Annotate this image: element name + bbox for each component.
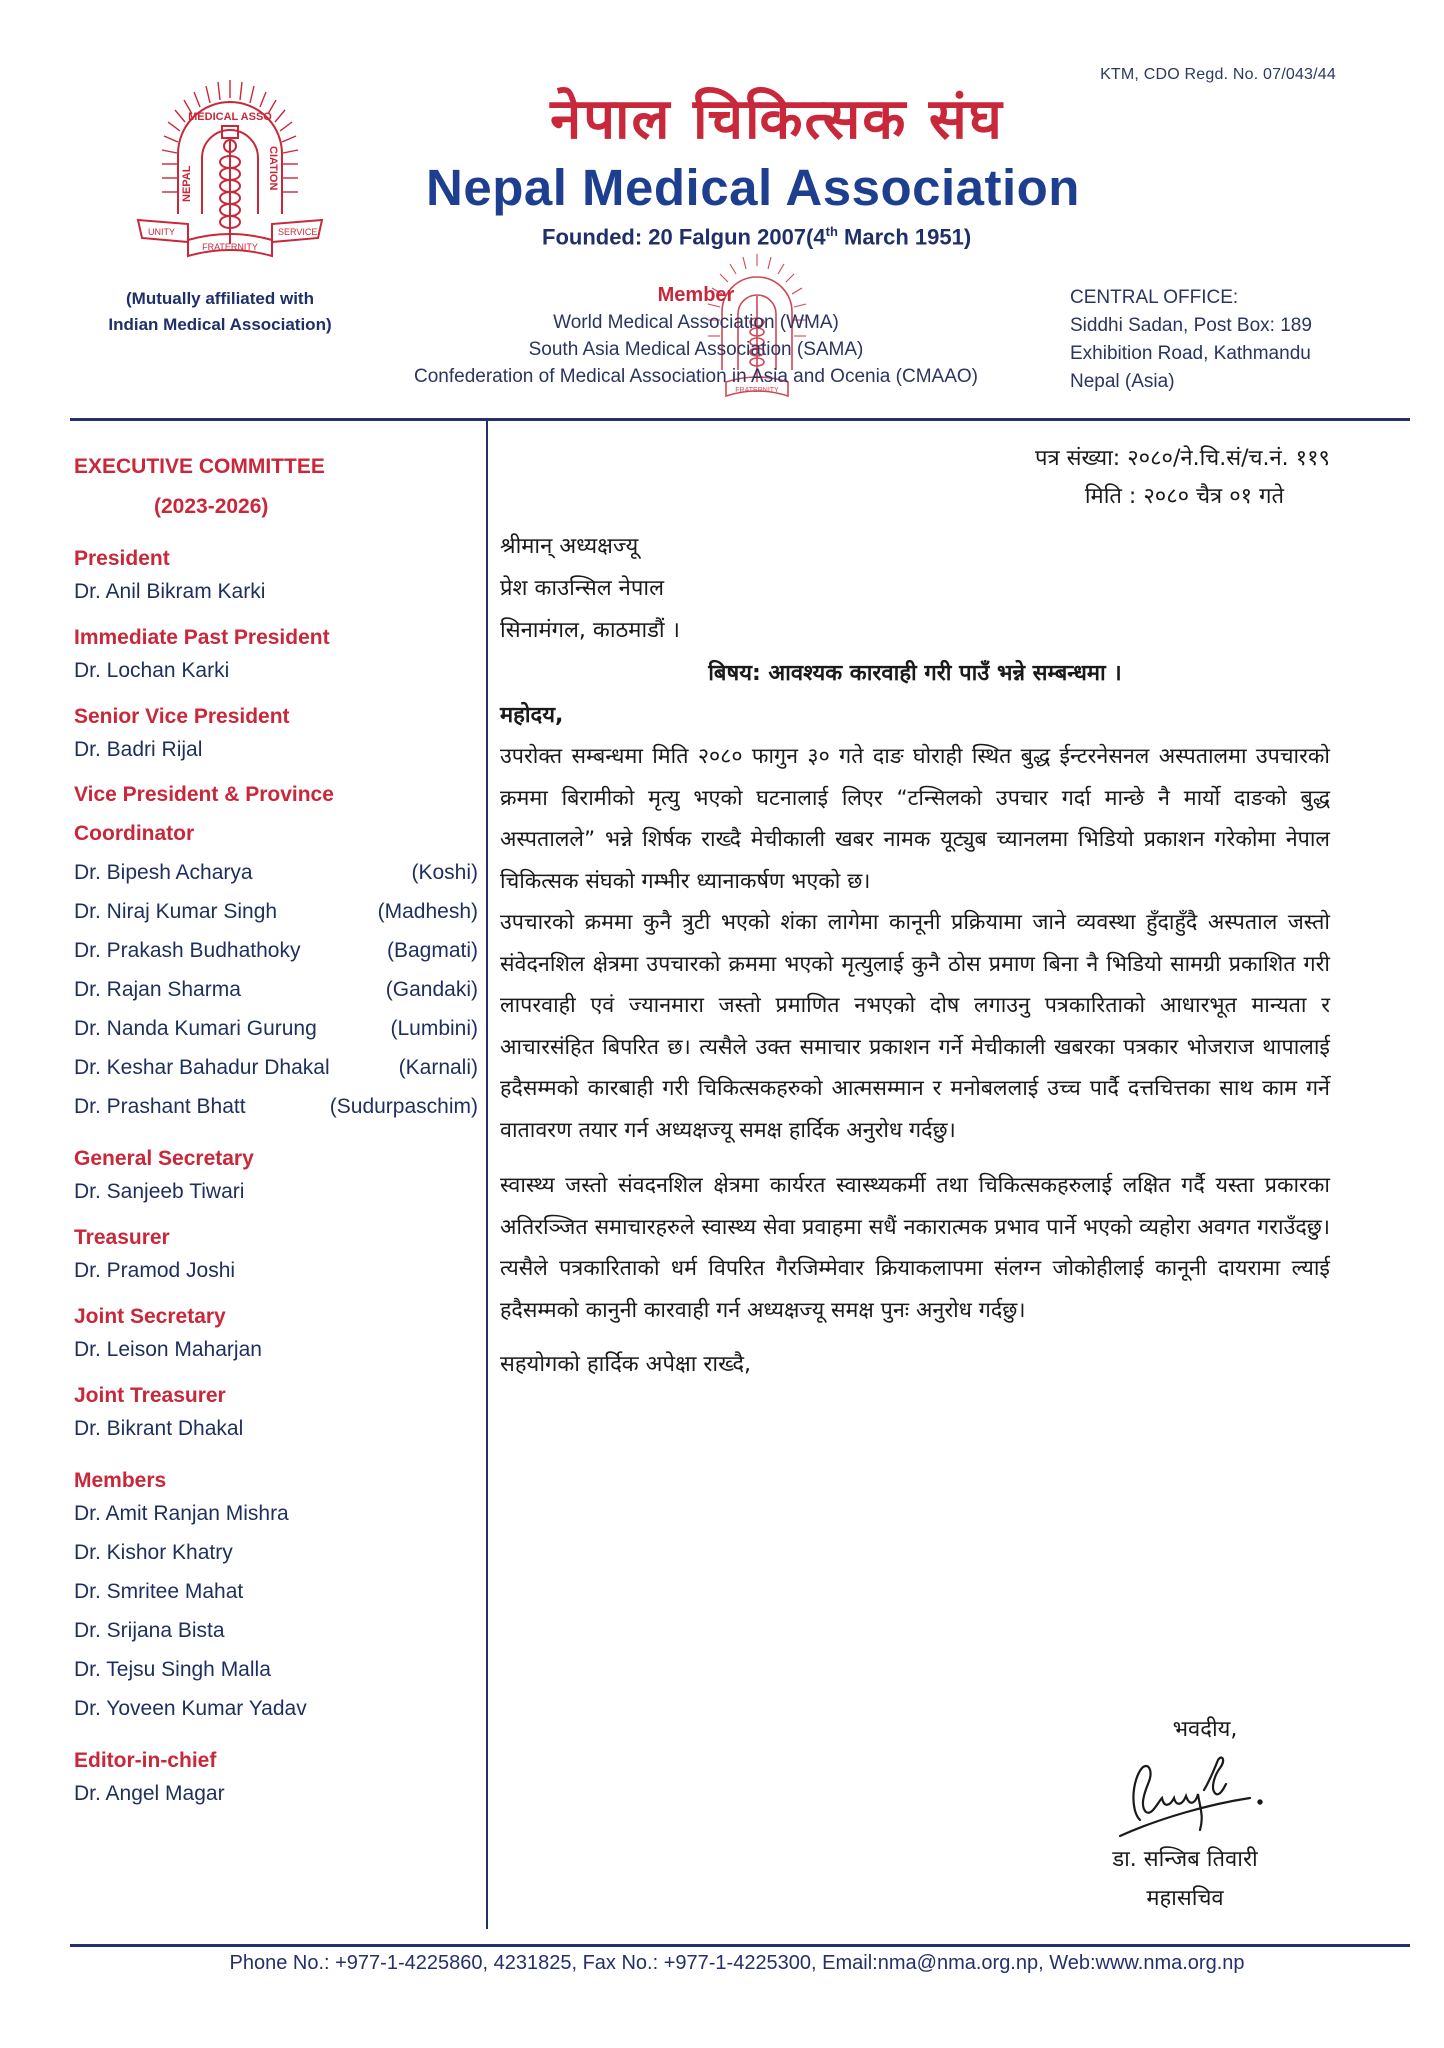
central-office-address: [1070, 284, 1312, 396]
svg-text:UNITY: UNITY: [148, 227, 175, 237]
member-name: Dr. Rajan Sharma: [74, 978, 241, 1001]
committee-member: [74, 1251, 478, 1290]
member-name: Dr. Nanda Kumari Gurung: [74, 1017, 317, 1040]
committee-member: [74, 1611, 478, 1650]
committee-member: [74, 730, 478, 769]
member-name: Dr. Smritee Mahat: [74, 1580, 244, 1603]
member-name: Dr. Sanjeeb Tiwari: [74, 1180, 245, 1203]
role-heading: [74, 775, 478, 853]
body-paragraph: उपचारको क्रममा कुनै त्रुटी भएको शंका लागेमा कानूनी प्रक्रियामा जाने व्यवस्था हुँदाहुँदै अस्पताल जस्तो संवेदनशिल क्षेत्रमा उपचारको क्रममा भएको मृत्युलाई कुनै ठोस प्रमाण बिना नै भिडियो सामग्री प्रकाशित गरी लापरवाही एवं ज्यानमारा जस्तो प्रमाणित नभएको दोष लगाउनु पत्रकारिताको आधारभूत मान्यता र आचारसंहित बिपरित छ। त्यसैले उक्त समाचार प्रकाशन गर्ने मेचीकाली खबरका पत्रकार भोजराज थापालाई हदैसम्मको कारबाही गरी चिकित्सकहरुको आत्मसम्मान र मनोबललाई उच्च पार्दै दत्तचित्तका साथ काम गर्ने वातावरण तयार गर्न अध्यक्षज्यू समक्ष हार्दिक अनुरोध गर्दछु।: [500, 910, 1330, 1143]
affiliation-line: Indian Medical Association): [108, 315, 332, 334]
letter-date: मिति : २०८० चैत्र ०१ गते: [1084, 484, 1284, 509]
role-heading: President: [74, 547, 170, 570]
handwritten-signature-icon: [1100, 1750, 1270, 1840]
org-title-nepali: नेपाल चिकित्सक संघ: [550, 87, 1004, 152]
founded-suffix: March 1951): [837, 224, 972, 250]
svg-text:SERVICE: SERVICE: [278, 227, 318, 237]
svg-text:FRATERNITY: FRATERNITY: [735, 387, 779, 394]
member-name: Dr. Niraj Kumar Singh: [74, 900, 278, 923]
office-line: Exhibition Road, Kathmandu: [1070, 343, 1311, 364]
role-heading-line: Coordinator: [74, 822, 195, 845]
office-line: Nepal (Asia): [1070, 371, 1175, 392]
role-heading: General Secretary: [74, 1147, 254, 1170]
membership-item: World Medical Association (WMA): [553, 312, 839, 333]
committee-member: [74, 1009, 478, 1048]
committee-term: (2023-2026): [154, 495, 269, 518]
role-heading: Joint Treasurer: [74, 1384, 226, 1407]
letter-body: [500, 440, 1330, 1385]
member-name: Dr. Srijana Bista: [74, 1619, 225, 1642]
committee-member: [74, 1494, 478, 1533]
member-name: Dr. Prashant Bhatt: [74, 1095, 246, 1118]
sign-off: भवदीय,: [1172, 1717, 1238, 1742]
committee-member: [74, 1172, 478, 1211]
office-line: Siddhi Sadan, Post Box: 189: [1070, 315, 1312, 336]
letter-subject: बिषय: आवश्यक कारवाही गरी पाउँ भन्ने सम्बन्धमा ।: [708, 661, 1122, 686]
svg-text:MEDICAL ASSO: MEDICAL ASSO: [188, 111, 272, 123]
committee-member: [74, 572, 478, 611]
svg-text:CIATION: CIATION: [267, 146, 279, 191]
executive-committee-sidebar: [74, 452, 478, 1813]
header-divider: [70, 418, 1410, 421]
member-province: (Gandaki): [385, 978, 478, 1001]
recipient-line: सिनामंगल, काठमाडौं ।: [500, 618, 680, 643]
committee-member: [74, 970, 478, 1009]
column-divider: [486, 419, 488, 1929]
footer-divider: [70, 1944, 1410, 1947]
closing-line: सहयोगको हार्दिक अपेक्षा राख्दै,: [500, 1352, 752, 1377]
committee-member: [74, 1689, 478, 1728]
committee-member: [74, 853, 478, 892]
member-province: (Sudurpaschim): [329, 1095, 478, 1118]
member-name: Dr. Angel Magar: [74, 1782, 225, 1805]
role-heading: Joint Secretary: [74, 1305, 226, 1328]
committee-member: [74, 1409, 478, 1448]
recipient-line: प्रेश काउन्सिल नेपाल: [500, 576, 665, 601]
committee-member: [74, 1650, 478, 1689]
svg-text:FRATERNITY: FRATERNITY: [202, 242, 258, 252]
committee-member: [74, 1048, 478, 1087]
founded-sup: th: [825, 224, 838, 239]
body-paragraph: स्वास्थ्य जस्तो संवदनशिल क्षेत्रमा कार्यरत स्वास्थ्यकर्मी तथा चिकित्सकहरुलाई लक्षित गर्दै यस्ता प्रकारका अतिरञ्जित समाचारहरुले स्वास्थ्य सेवा प्रवाहमा सधैं नकारात्मक प्रभाव पार्ने भएको व्यहोरा अवगत गराउँदछु। त्यसैले पत्रकारिताको धर्म विपरित गैरजिम्मेवार क्रियाकलापमा संलग्न जोकोहीलाई कानूनी दायरामा ल्याई हदैसम्मको कानुनी कारवाही गर्न अध्यक्षज्यू समक्ष पुनः अनुरोध गर्दछु।: [500, 1173, 1330, 1323]
role-heading: Members: [74, 1469, 167, 1492]
membership-item: Confederation of Medical Association in Asia and Ocenia (CMAAO): [414, 366, 978, 387]
affiliation-note: [80, 286, 360, 338]
role-heading-line: Vice President & Province: [74, 783, 334, 806]
committee-member: [74, 1330, 478, 1369]
membership-list: [336, 282, 1056, 390]
salutation: महोदय,: [500, 703, 564, 728]
office-heading: CENTRAL OFFICE:: [1070, 287, 1239, 308]
member-province: (Lumbini): [390, 1017, 478, 1040]
committee-title: EXECUTIVE COMMITTEE: [74, 455, 325, 478]
signature-block: [1060, 1710, 1310, 1918]
member-name: Dr. Prakash Budhathoky: [74, 939, 301, 962]
member-name: Dr. Kishor Khatry: [74, 1541, 233, 1564]
member-name: Dr. Bikrant Dhakal: [74, 1417, 244, 1440]
member-name: Dr. Anil Bikram Karki: [74, 580, 266, 603]
recipient-address: [500, 526, 1330, 652]
member-name: Dr. Keshar Bahadur Dhakal: [74, 1056, 330, 1079]
member-province: (Madhesh): [377, 900, 478, 923]
committee-member: [74, 1087, 478, 1126]
svg-text:NEPAL: NEPAL: [181, 165, 193, 202]
founded-prefix: Founded: 20 Falgun 2007(4: [542, 224, 826, 250]
member-name: Dr. Badri Rijal: [74, 738, 203, 761]
member-name: Dr. Yoveen Kumar Yadav: [74, 1697, 307, 1720]
committee-member: [74, 651, 478, 690]
letter-reference-number: पत्र संख्या: २०८०/ने.चि.सं/च.नं. ११९: [1034, 446, 1330, 471]
body-paragraph: उपरोक्त सम्बन्धमा मिति २०८० फागुन ३० गते दाङ घोराही स्थित बुद्ध ईन्टरनेसनल अस्पतालमा उपचारको क्रममा बिरामीको मृत्यु भएको घटनालाई लिएर “टन्सिलको उपचार गर्दा मान्छे नै मार्यो दाङको बुद्ध अस्पतालले” भन्ने शिर्षक राख्दै मेचीकाली खबर नामक यूट्युब च्यानलमा भिडियो प्रकाशन गरेकोमा नेपाल चिकित्सक संघको गम्भीर ध्यानाकर्षण भएको छ।: [500, 744, 1330, 894]
role-heading: Immediate Past President: [74, 626, 330, 649]
committee-member: [74, 931, 478, 970]
member-province: (Karnali): [398, 1056, 478, 1079]
role-heading: Senior Vice President: [74, 705, 290, 728]
registration-number: KTM, CDO Regd. No. 07/043/44: [1100, 66, 1336, 83]
role-heading: Editor-in-chief: [74, 1749, 217, 1772]
members-heading: Member: [657, 284, 735, 306]
member-name: Dr. Pramod Joshi: [74, 1259, 236, 1282]
member-name: Dr. Amit Ranjan Mishra: [74, 1502, 289, 1525]
committee-member: [74, 892, 478, 931]
signatory-post: महासचिव: [1146, 1886, 1224, 1911]
founded-date: [542, 224, 971, 250]
committee-member: [74, 1774, 478, 1813]
member-province: (Koshi): [411, 861, 478, 884]
member-name: Dr. Tejsu Singh Malla: [74, 1658, 271, 1681]
role-heading: Treasurer: [74, 1226, 170, 1249]
member-name: Dr. Lochan Karki: [74, 659, 230, 682]
footer-contact: Phone No.: +977-1-4225860, 4231825, Fax No.: +977-1-4225300, Email:nma@nma.org.np, Web:www.nma.org.np: [229, 1952, 1245, 1974]
affiliation-line: (Mutually affiliated with: [126, 289, 314, 308]
committee-member: [74, 1533, 478, 1572]
signatory-name: डा. सन्जिब तिवारी: [1112, 1847, 1258, 1872]
member-province: (Bagmati): [386, 939, 478, 962]
recipient-line: श्रीमान् अध्यक्षज्यू: [500, 534, 639, 559]
member-name: Dr. Leison Maharjan: [74, 1338, 262, 1361]
org-title-english: Nepal Medical Association: [426, 159, 1080, 216]
committee-member: [74, 1572, 478, 1611]
member-name: Dr. Bipesh Acharya: [74, 861, 253, 884]
membership-item: South Asia Medical Association (SAMA): [528, 339, 864, 360]
